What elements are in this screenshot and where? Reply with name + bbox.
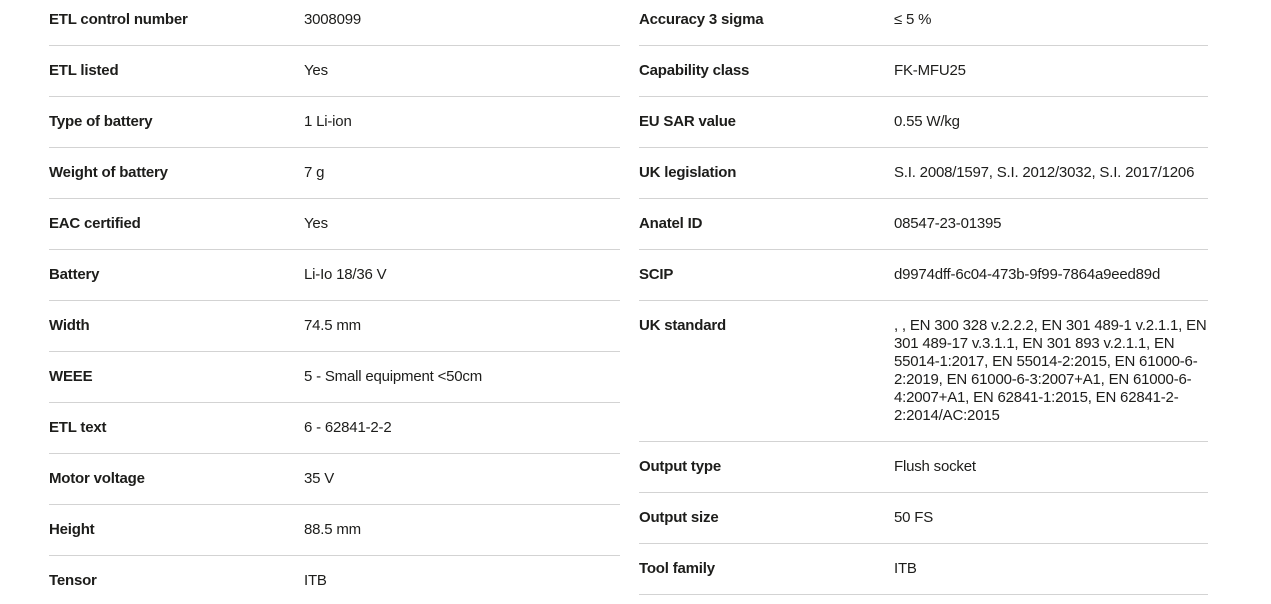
spec-value: Flush socket <box>894 458 976 475</box>
spec-row-output-size <box>639 493 1208 544</box>
spec-column-right <box>639 0 1208 595</box>
spec-label: Weight of battery <box>49 164 168 181</box>
spec-row-height <box>49 505 620 556</box>
spec-value: 1 Li-ion <box>304 113 352 130</box>
spec-label: UK legislation <box>639 164 737 181</box>
spec-label: Tensor <box>49 572 97 589</box>
spec-label: ETL control number <box>49 11 188 28</box>
spec-label: Height <box>49 521 95 538</box>
spec-value: 50 FS <box>894 509 934 526</box>
spec-label: EAC certified <box>49 215 141 232</box>
spec-row-weee <box>49 352 620 403</box>
spec-row-tool-family <box>639 544 1208 595</box>
spec-value: Yes <box>304 62 328 79</box>
spec-label: Battery <box>49 266 100 283</box>
spec-row-scip <box>639 250 1208 301</box>
spec-value: 6 - 62841-2-2 <box>304 419 392 436</box>
spec-label: Motor voltage <box>49 470 145 487</box>
spec-label: SCIP <box>639 266 674 283</box>
spec-value: 5 - Small equipment <50cm <box>304 368 483 385</box>
spec-row-eu-sar-value <box>639 97 1208 148</box>
spec-value: 08547-23-01395 <box>894 215 1002 232</box>
spec-label: ETL listed <box>49 62 119 79</box>
spec-row-accuracy-3-sigma <box>639 0 1208 46</box>
spec-row-tensor <box>49 556 620 604</box>
spec-value: 74.5 mm <box>304 317 361 334</box>
spec-value: 7 g <box>304 164 325 181</box>
spec-label: Capability class <box>639 62 750 79</box>
spec-label: Width <box>49 317 90 334</box>
spec-label: ETL text <box>49 419 107 436</box>
spec-value: 88.5 mm <box>304 521 361 538</box>
spec-label: Output size <box>639 509 719 526</box>
spec-row-etl-control-number <box>49 0 620 46</box>
spec-row-weight-of-battery <box>49 148 620 199</box>
spec-value: 35 V <box>304 470 335 487</box>
spec-value: S.I. 2008/1597, S.I. 2012/3032, S.I. 2017/1206 <box>894 164 1195 181</box>
spec-column-left <box>49 0 620 604</box>
spec-row-etl-listed <box>49 46 620 97</box>
spec-label: Type of battery <box>49 113 153 130</box>
spec-value: , , EN 300 328 v.2.2.2, EN 301 489-1 v.2.1.1, EN 301 489-17 v.3.1.1, EN 301 893 v.2.1.1, EN 55014-1:2017, EN 55014-2:2015, EN 61000-6-2:2019, EN 61000-6-3:2007+A1, EN 61000-6-4:2007+A1, EN 62841-1:2015, EN 62841-2-2:2014/AC:2015 <box>894 317 1207 424</box>
spec-row-anatel-id <box>639 199 1208 250</box>
spec-value: 3008099 <box>304 11 361 28</box>
spec-row-output-type <box>639 442 1208 493</box>
spec-row-etl-text <box>49 403 620 454</box>
spec-label: WEEE <box>49 368 93 385</box>
spec-row-battery <box>49 250 620 301</box>
spec-label: UK standard <box>639 317 726 334</box>
spec-row-eac-certified <box>49 199 620 250</box>
spec-row-type-of-battery <box>49 97 620 148</box>
spec-label: Accuracy 3 sigma <box>639 11 764 28</box>
spec-value: 0.55 W/kg <box>894 113 960 130</box>
spec-value: ≤ 5 % <box>894 11 932 28</box>
spec-label: Anatel ID <box>639 215 703 232</box>
spec-label: Tool family <box>639 560 715 577</box>
spec-row-capability-class <box>639 46 1208 97</box>
spec-value: d9974dff-6c04-473b-9f99-7864a9eed89d <box>894 266 1161 283</box>
spec-value: Yes <box>304 215 328 232</box>
spec-label: Output type <box>639 458 721 475</box>
spec-row-width <box>49 301 620 352</box>
spec-value: ITB <box>304 572 327 589</box>
spec-row-motor-voltage <box>49 454 620 505</box>
spec-row-uk-standard <box>639 301 1208 442</box>
spec-value: Li-Io 18/36 V <box>304 266 387 283</box>
spec-label: EU SAR value <box>639 113 736 130</box>
spec-row-uk-legislation <box>639 148 1208 199</box>
spec-value: FK-MFU25 <box>894 62 966 79</box>
spec-value: ITB <box>894 560 917 577</box>
